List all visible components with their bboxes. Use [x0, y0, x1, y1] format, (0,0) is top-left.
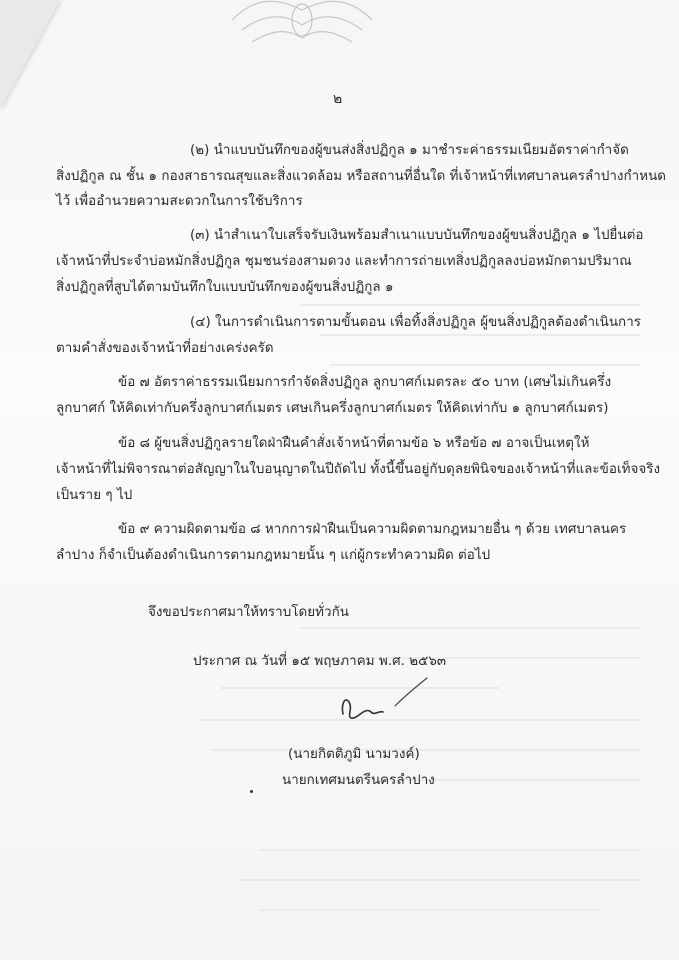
text-line: ไว้ เพื่ออำนวยความสะดวกในการใช้บริการ [56, 194, 303, 209]
signer-title: นายกเทศมนตรีนครลำปาง [282, 773, 435, 788]
text-line: เจ้าหน้าที่ไม่พิจารณาต่อสัญญาในใบอนุญาตในปีถัดไป ทั้งนี้ขึ้นอยู่กับดุลยพินิจของเจ้าหน้าที่และข้อเท็จจริง [56, 462, 661, 477]
text-line: ข้อ ๘ ผู้ขนสิ่งปฏิกูลรายใดฝ่าฝืนคำสั่งเจ้าหน้าที่ตามข้อ ๖ หรือข้อ ๗ อาจเป็นเหตุให้ [118, 436, 590, 451]
folded-corner [0, 0, 60, 110]
text-line: ข้อ ๗ อัตราค่าธรรมเนียมการกำจัดสิ่งปฏิกูล ลูกบาศก์เมตรละ ๕๐ บาท (เศษไม่เกินครึ่ง [118, 375, 612, 390]
handwritten-signature [335, 676, 435, 736]
text-line: ลูกบาศก์ ให้คิดเท่ากับครึ่งลูกบาศก์เมตร เศษเกินครึ่งลูกบาศก์เมตร ให้คิดเท่ากับ ๑ ลูกบาศก์เมตร) [56, 401, 609, 416]
text-line: (๓) นำสำเนาใบเสร็จรับเงินพร้อมสำเนาแบบบันทึกของผู้ขนสิ่งปฏิกูล ๑ ไปยื่นต่อ [190, 228, 644, 243]
text-line: ข้อ ๙ ความผิดตามข้อ ๘ หากการฝ่าฝืนเป็นความผิดตามกฎหมายอื่น ๆ ด้วย เทศบาลนคร [118, 522, 627, 537]
signer-name: (นายกิตติภูมิ นามวงค์) [288, 747, 420, 762]
text-line: เป็นราย ๆ ไป [56, 488, 133, 503]
text-line: (๒) นำแบบบันทึกของผู้ขนส่งสิ่งปฏิกูล ๑ มาชำระค่าธรรมเนียมอัตราค่ากำจัด [190, 143, 629, 158]
text-line: (๔) ในการดำเนินการตามขั้นตอน เพื่อทิ้งสิ่งปฏิกูล ผู้ขนสิ่งปฏิกูลต้องดำเนินการ [190, 315, 642, 330]
ink-dot [250, 790, 253, 793]
page-number: ๒ [333, 91, 343, 107]
garuda-seal-icon [212, 0, 392, 62]
announcement-date: ประกาศ ณ วันที่ ๑๕ พฤษภาคม พ.ศ. ๒๕๖๓ [193, 654, 447, 669]
announcement-closing: จึงขอประกาศมาให้ทราบโดยทั่วกัน [148, 605, 349, 620]
text-line: สิ่งปฏิกูล ณ ชั้น ๑ กองสาธารณสุขและสิ่งแวดล้อม หรือสถานที่อื่นใด ที่เจ้าหน้าที่เทศบาลนครลำปางกำหนด [56, 169, 667, 184]
text-line: ตามคำสั่งของเจ้าหน้าที่อย่างเคร่งครัด [56, 341, 274, 356]
text-line: เจ้าหน้าที่ประจำบ่อหมักสิ่งปฏิกูล ชุมชนร่องสามดวง และทำการถ่ายเทสิ่งปฏิกูลลงบ่อหมักตามปริมาณ [56, 254, 632, 269]
text-line: สิ่งปฏิกูลที่สูบได้ตามบันทึกใบแบบบันทึกของผู้ขนสิ่งปฏิกูล ๑ [56, 280, 394, 295]
text-line: ลำปาง ก็จำเป็นต้องดำเนินการตามกฎหมายนั้น ๆ แก่ผู้กระทำความผิด ต่อไป [56, 548, 491, 563]
